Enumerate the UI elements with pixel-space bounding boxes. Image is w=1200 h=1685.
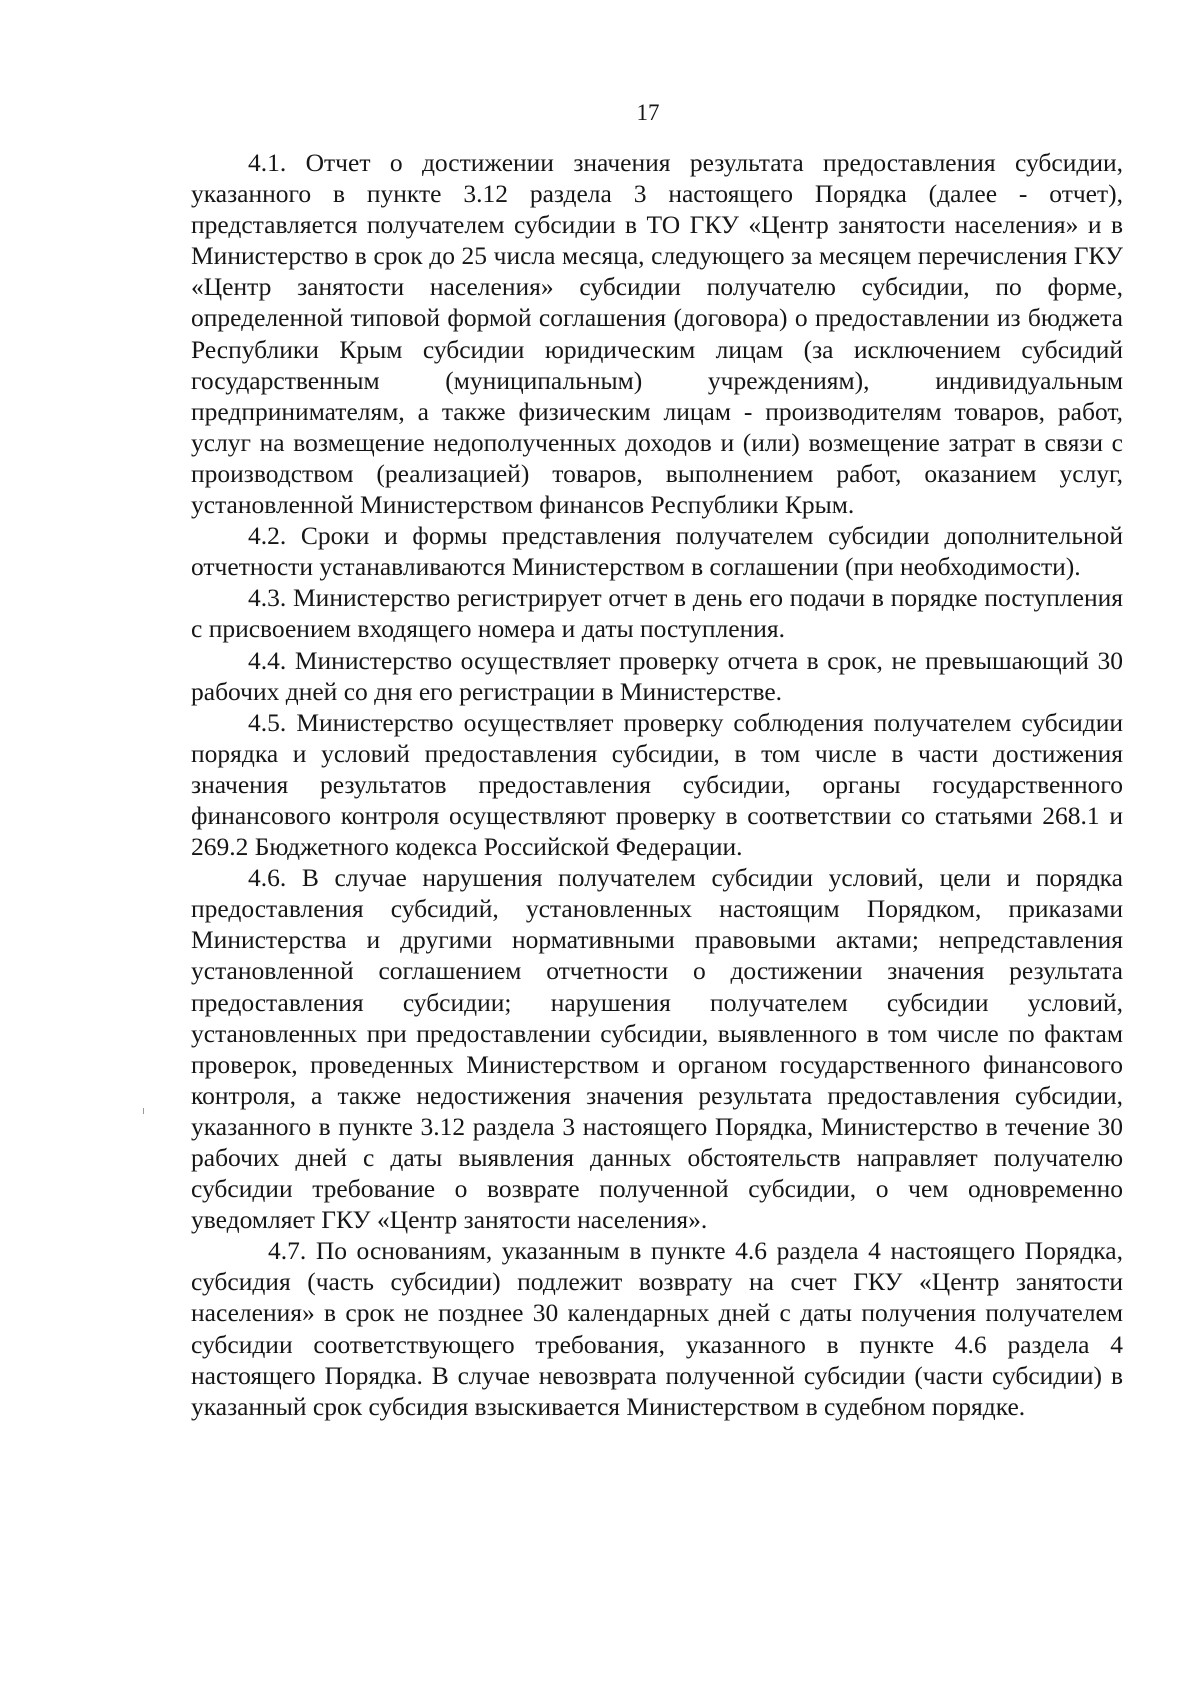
paragraph-4-5: 4.5. Министерство осуществляет проверку соблюдения получателем субсидии порядка и условий предоставления субсидии, в том числе в части достижения значения результатов предоставления субсидии, органы государственного финансового контроля осуществляют проверку в соответствии со статьями 268.1 и 269.2 Бюджетного кодекса Российской Федерации.	[191, 707, 1123, 862]
paragraph-4-6: 4.6. В случае нарушения получателем субсидии условий, цели и порядка предоставления субсидий, установленных настоящим Порядком, приказами Министерства и другими нормативными правовыми актами; непредставления установленной соглашением отчетности о достижении значения результата предоставления субсидии; нарушения получателем субсидии условий, установленных при предоставлении субсидии, выявленного в том числе по фактам проверок, проведенных Министерством и органом государственного финансового контроля, а также недостижения значения результата предоставления субсидии, указанного в пункте 3.12 раздела 3 настоящего Порядка, Министерство в течение 30 рабочих дней с даты выявления данных обстоятельств направляет получателю субсидии требование о возврате полученной субсидии, о чем одновременно уведомляет ГКУ «Центр занятости населения».	[191, 863, 1123, 1235]
paragraph-4-4: 4.4. Министерство осуществляет проверку отчета в срок, не превышающий 30 рабочих дней со дня его регистрации в Министерстве.	[191, 645, 1123, 706]
document-body	[191, 147, 1123, 1422]
paragraph-4-3: 4.3. Министерство регистрирует отчет в день его подачи в порядке поступления с присвоением входящего номера и даты поступления.	[191, 583, 1123, 644]
paragraph-4-1: 4.1. Отчет о достижении значения результата предоставления субсидии, указанного в пункте 3.12 раздела 3 настоящего Порядка (далее - отчет), представляется получателем субсидии в ТО ГКУ «Центр занятости населения» и в Министерство в срок до 25 числа месяца, следующего за месяцем перечисления ГКУ «Центр занятости населения» субсидии получателю субсидии, по форме, определенной типовой формой соглашения (договора) о предоставлении из бюджета Республики Крым субсидии юридическим лицам (за исключением субсидий государственным (муниципальным) учреждениям), индивидуальным предпринимателям, а также физическим лицам - производителям товаров, работ, услуг на возмещение недополученных доходов и (или) возмещение затрат в связи с производством (реализацией) товаров, выполнением работ, оказанием услуг, установленной Министерством финансов Республики Крым.	[191, 148, 1123, 520]
scan-margin-mark	[143, 1108, 144, 1114]
paragraph-4-7: 4.7. По основаниям, указанным в пункте 4.6 раздела 4 настоящего Порядка, субсидия (часть субсидии) подлежит возврату на счет ГКУ «Центр занятости населения» в срок не позднее 30 календарных дней с даты получения получателем субсидии соответствующего требования, указанного в пункте 4.6 раздела 4 настоящего Порядка. В случае невозврата полученной субсидии (части субсидии) в указанный срок субсидия взыскивается Министерством в судебном порядке.	[191, 1236, 1123, 1421]
page-number: 17	[636, 100, 660, 125]
paragraph-4-2: 4.2. Сроки и формы представления получателем субсидии дополнительной отчетности устанавливаются Министерством в соглашении (при необходимости).	[191, 521, 1123, 582]
